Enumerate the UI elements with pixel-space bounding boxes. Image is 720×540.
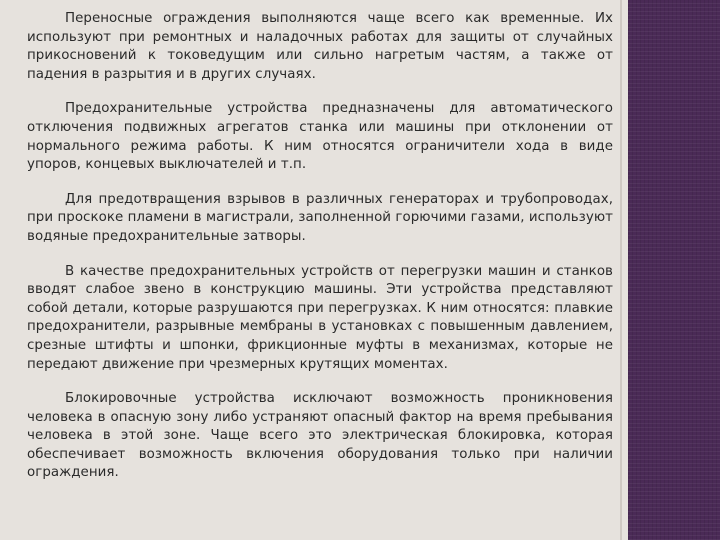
paragraph-portable-guards: Переносные ограждения выполняются чаще всего как временные. Их используют при ремонтных и наладочных работах для защиты от случайных прикосновений к токоведущим или сильно нагретым частям, а также от падения в разрытия и в других случаях. bbox=[27, 11, 613, 82]
paragraph-overload-protection: В качестве предохранительных устройств от перегрузки машин и станков вводят слабое звено в конструкцию машины. Эти устройства представляют собой детали, которые разрушаются при перегрузках. К ним относятся: плавкие предохранители, разрывные мембраны в установках с повышенным давлением, срезные штифты и шпонки, фрикционные муфты в механизмах, которые не передают движение при чрезмерных крутящих моментах. bbox=[27, 263, 613, 372]
slide-divider bbox=[620, 0, 622, 540]
paragraph-safety-devices: Предохранительные устройства предназначены для автоматического отключения подвижных агрегатов станка или машины при отклонении от нормального режима работы. К ним относятся ограничители хода в виде упоров, концевых выключателей и т.п. bbox=[27, 101, 613, 173]
slide-body bbox=[27, 10, 613, 499]
decorative-side-bar bbox=[628, 0, 720, 540]
paragraph-explosion-prevention: Для предотвращения взрывов в различных генераторах и трубопроводах, при проскоке пламени в магистрали, заполненной горючими газами, используют водяные предохранительные затворы. bbox=[27, 191, 613, 244]
paragraph-interlock-devices: Блокировочные устройства исключают возможность проникновения человека в опасную зону либо устраняют опасный фактор на время пребывания человека в этой зоне. Чаще всего это электрическая блокировка, которая обеспечивает возможность включения оборудования только при наличии ограждения. bbox=[27, 391, 613, 481]
